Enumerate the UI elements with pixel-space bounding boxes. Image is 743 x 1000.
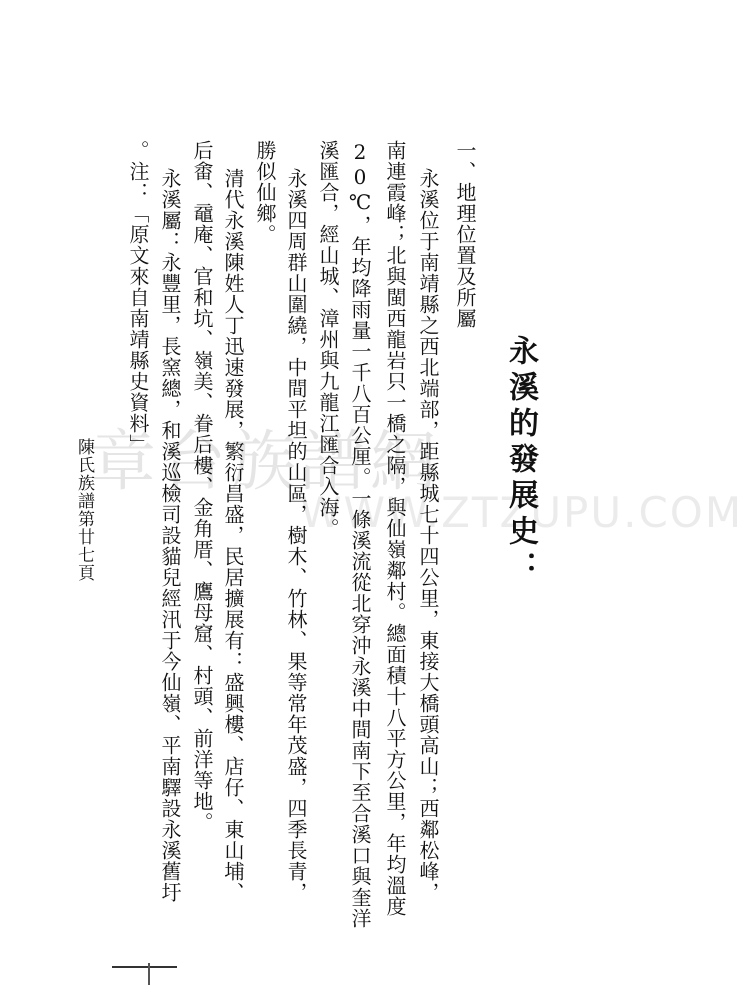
para1-line3: 20℃，年均降雨量一千八百公厘。一條溪流從北穿沖永溪中間南下至合溪口與奎洋 xyxy=(348,140,372,929)
source-note: 。注：「原文來自南靖縣史資料」 xyxy=(126,140,150,455)
para2-line2: 勝似仙鄉。 xyxy=(253,140,277,245)
para3-line2: 后畬、黿庵、官和坑、嶺美、眷后樓、金角厝、鷹母窟、村頭、前洋等地。 xyxy=(190,140,214,833)
divider-line xyxy=(112,966,177,968)
watermark-url: WWW.ZTZUPU.COM xyxy=(300,488,743,537)
para2-line1: 永溪四周群山圍繞，中間平坦的山區，樹木、竹林、果等常年茂盛，四季長青， xyxy=(284,168,308,903)
page-title: 永溪的發展史： xyxy=(503,335,538,587)
watermark: 章台族譜網 xyxy=(90,423,440,500)
para1-line4: 溪匯合，經山城、漳州與九龍江匯合入海。 xyxy=(316,140,340,539)
para4-line1: 永溪屬：永豐里，長窯總，和溪巡檢司設貓兒經汛于今仙嶺、平南驛設永溪舊圩 xyxy=(158,168,182,903)
para1-line2: 南連霞峰；北與閩西龍岩只一橋之隔，與仙嶺鄰村。總面積十八平方公里，年均溫度 xyxy=(383,140,407,917)
section-heading: 一、地理位置及所屬 xyxy=(453,140,477,329)
para1-line1: 永溪位于南靖縣之西北端部，距縣城七十四公里，東接大橋頭高山；西鄰松峰， xyxy=(416,168,440,903)
para3-line1: 清代永溪陳姓人丁迅速發展，繁衍昌盛，民居擴展有：盛興樓、店仔、東山埔、 xyxy=(221,168,245,903)
page-footer: 陳氏族譜第廿七頁 xyxy=(74,438,94,582)
divider-tick xyxy=(148,963,150,985)
